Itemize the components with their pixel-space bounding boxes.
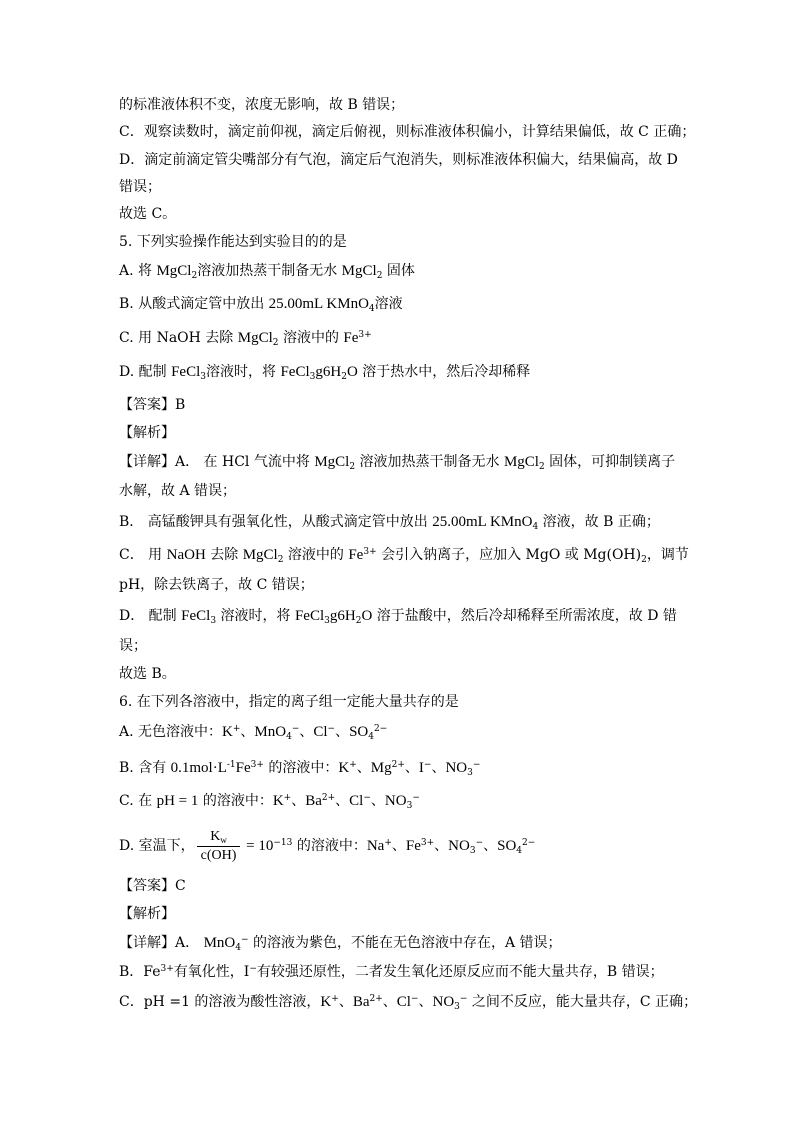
q5-option-d: D. 配制 FeCl$_3$溶液时，将 $FeCl_3g6H_2O$ 溶于热水中，然后冷却稀释 bbox=[119, 364, 531, 382]
question-6-stem: 6. 在下列各溶液中，指定的离子组一定能大量共存的是 bbox=[119, 694, 459, 710]
q5-detail-d: D． 配制 FeCl$_3$ 溶液时，将 $FeCl_3g6H_2O$ 溶于盐酸中，然后冷却稀释至所需浓度，故 D 错 bbox=[119, 608, 677, 626]
text-line: 水解，故 A 错误； bbox=[119, 483, 237, 499]
q5-detail-a: 【详解】A． 在 HCl 气流中将 MgCl$_2$ 溶液加热蒸干制备无水 MgCl$_2$ 固体，可抑制镁离子 bbox=[119, 454, 676, 472]
q5-analysis-label: 【解析】 bbox=[119, 425, 175, 441]
q6-option-b: B. 含有 $0.1mol\cdot L^{-1}Fe^{3+}$ 的溶液中：K+、$Mg^{2+}$、I−、$NO_3^-$ bbox=[119, 760, 481, 778]
kw-over-oh-fraction: $\frac{K_w}{c(OH)}$ bbox=[197, 828, 241, 865]
text-line: 误； bbox=[119, 638, 147, 654]
q5-option-b: B. 从酸式滴定管中放出 25.00mL KMnO$_4$溶液 bbox=[119, 296, 403, 314]
text-line: D．滴定前滴定管尖嘴部分有气泡，滴定后气泡消失，则标准液体积偏大，结果偏高，故 D bbox=[119, 152, 678, 168]
q6-option-c: C. 在 pH = 1 的溶液中：K+、$Ba^{2+}$、Cl−、$NO_3^-$ bbox=[119, 793, 420, 811]
q6-option-a: A. 无色溶液中：K+、MnO$_4$−、Cl−、$SO_4^{2-}$ bbox=[119, 724, 388, 742]
text-line: 错误； bbox=[119, 179, 161, 195]
q6-detail-a: 【详解】A． MnO$_4$− 的溶液为紫色，不能在无色溶液中存在，A 错误； bbox=[119, 935, 562, 953]
text-line: 的标准液体积不变，浓度无影响，故 B 错误； bbox=[119, 97, 405, 113]
q5-answer: 【答案】B bbox=[119, 397, 186, 413]
q6-detail-b: B．$Fe^{3+}$有氧化性，I−有较强还原性，二者发生氧化还原反应而不能大量共存，B 错误； bbox=[119, 964, 664, 980]
question-5-stem: 5. 下列实验操作能达到实验目的的是 bbox=[119, 234, 347, 250]
text-line: C．观察读数时，滴定前仰视，滴定后俯视，则标准液体积偏小，计算结果偏低，故 C 正确； bbox=[119, 124, 696, 140]
q5-choose: 故选 B。 bbox=[119, 666, 176, 682]
q5-option-a: A. 将 MgCl$_2$溶液加热蒸干制备无水 MgCl$_2$ 固体 bbox=[119, 263, 415, 281]
text-line: 故选 C。 bbox=[119, 206, 177, 222]
q5-detail-c: C． 用 NaOH 去除 MgCl$_2$ 溶液中的 $Fe^{3+}$ 会引入钠离子，应加入 MgO 或 $Mg(OH)_2$，调节 bbox=[119, 547, 689, 565]
q6-answer: 【答案】C bbox=[119, 878, 186, 894]
text-line: pH，除去铁离子，故 C 错误； bbox=[119, 577, 314, 593]
q6-detail-c: C．pH =1 的溶液为酸性溶液，K+、$Ba^{2+}$、Cl−、$NO_3^-$ 之间不反应，能大量共存，C 正确； bbox=[119, 994, 698, 1012]
q6-analysis-label: 【解析】 bbox=[119, 906, 175, 922]
q5-detail-b: B． 高锰酸钾具有强氧化性，从酸式滴定管中放出 25.00mL KMnO$_4$ 溶液，故 B 正确； bbox=[119, 514, 660, 532]
q6-option-d: D. 室温下， $\frac{K_w}{c(OH)}$ = $10^{-13}$ 的溶液中：Na+、$Fe^{3+}$、$NO_3^-$、$SO_4^{2-}$ bbox=[119, 828, 536, 863]
q5-option-c: C. 用 NaOH 去除 MgCl$_2$ 溶液中的 $Fe^{3+}$ bbox=[119, 330, 372, 348]
